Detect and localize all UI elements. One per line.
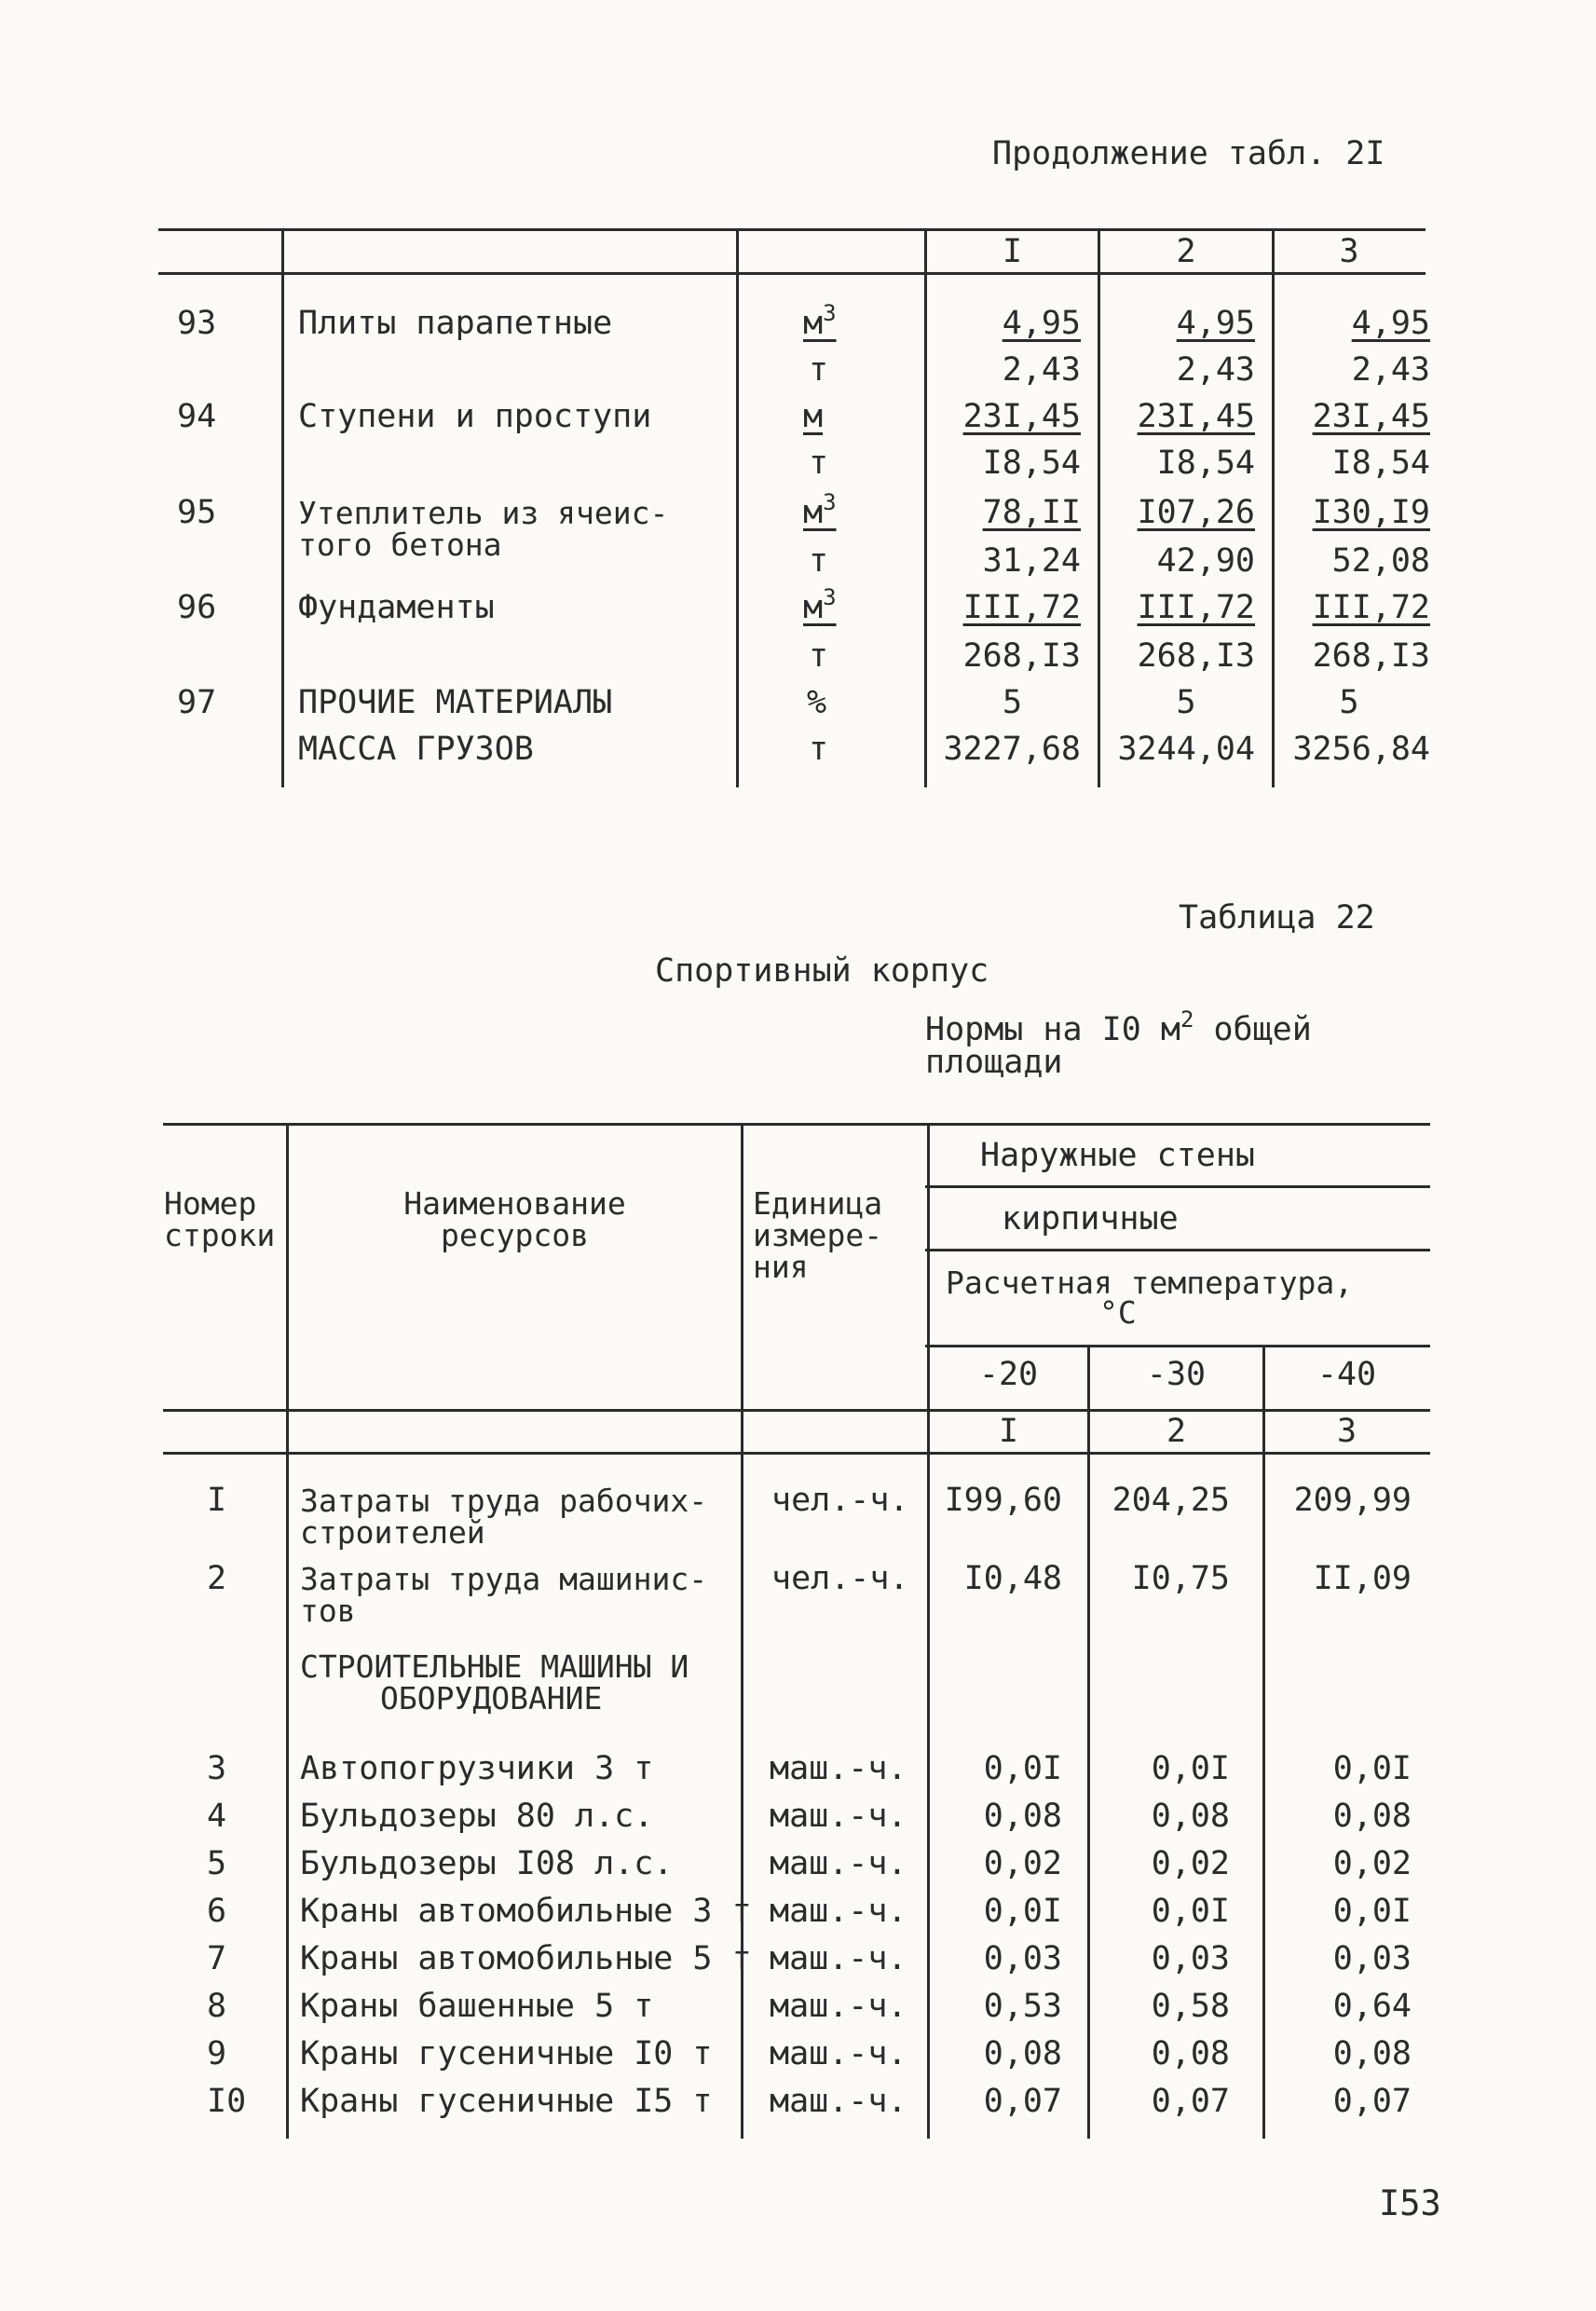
mass-col1: 268,I3 <box>962 637 1081 675</box>
unit-mass: т <box>809 351 829 389</box>
resource-name: Краны автомобильные 5 т <box>300 1940 752 1977</box>
mass-col3: 268,I3 <box>1312 637 1430 675</box>
row-number: 95 <box>177 494 217 531</box>
table22-norms-line1: Нормы на I0 $м^2$ общей <box>925 1006 1312 1048</box>
value-col1: 0,08 <box>983 1798 1062 1835</box>
value-col3: 0,02 <box>1332 1845 1412 1882</box>
value-col3: I30,I9 <box>1312 494 1430 531</box>
table22-rule-outer-walls <box>925 1185 1430 1188</box>
header-colnum-2: 2 <box>1166 1413 1187 1450</box>
value-col2: 3244,04 <box>1117 731 1255 768</box>
row-number: 2 <box>207 1560 227 1597</box>
value-col3: II,09 <box>1313 1560 1412 1597</box>
table22-caption: Таблица 22 <box>1179 899 1375 937</box>
row-number: 93 <box>177 305 217 342</box>
unit: маш.-ч. <box>770 1940 907 1977</box>
value-col3: 0,07 <box>1332 2083 1412 2120</box>
header-unit-line1: Единица <box>753 1185 883 1222</box>
value-col3: 0,08 <box>1332 2035 1412 2072</box>
table21-caption: Продолжение табл. 2I <box>992 135 1385 172</box>
resource-name-line1: Затраты труда машинис- <box>300 1561 708 1597</box>
value-col2: I07,26 <box>1137 494 1255 531</box>
row-number: I <box>207 1482 227 1519</box>
row-number: 97 <box>177 684 217 721</box>
unit: маш.-ч. <box>770 1750 907 1787</box>
resource-name-line2: строителей <box>300 1514 485 1551</box>
unit: т <box>809 731 829 768</box>
row-number: 4 <box>207 1798 227 1835</box>
value-col2: 5 <box>1176 684 1196 721</box>
header-temperature-unit: °C <box>1099 1294 1137 1331</box>
mass-col2: 2,43 <box>1176 351 1255 389</box>
mass-col3: 52,08 <box>1331 542 1430 580</box>
unit: $м^3$ <box>803 300 837 342</box>
value-col2: 0,58 <box>1151 1988 1230 2025</box>
resource-name: ПРОЧИЕ МАТЕРИАЛЫ <box>298 684 613 721</box>
mass-col3: 2,43 <box>1351 351 1430 389</box>
table22-col-rule-name <box>286 1123 289 2139</box>
header-colnum-1: I <box>998 1413 1019 1450</box>
value-col1: 0,02 <box>983 1845 1062 1882</box>
value-col2: 0,0I <box>1151 1750 1230 1787</box>
resource-name: Краны гусеничные I0 т <box>300 2035 713 2072</box>
unit: $м^3$ <box>803 584 837 626</box>
unit: $м^3$ <box>803 489 837 531</box>
value-col2: 0,07 <box>1151 2083 1230 2120</box>
resource-name: МАССА ГРУЗОВ <box>298 731 534 768</box>
value-col2: III,72 <box>1137 589 1255 626</box>
header-temp-col3: -40 <box>1316 1356 1377 1393</box>
unit: маш.-ч. <box>770 1988 907 2025</box>
resource-name: Краны автомобильные 3 т <box>300 1893 752 1930</box>
value-col3: 4,95 <box>1351 305 1430 342</box>
value-col3: 0,03 <box>1332 1940 1412 1977</box>
resource-name-line1: Затраты труда рабочих- <box>300 1483 708 1519</box>
value-col2: 4,95 <box>1176 305 1255 342</box>
value-col1: 0,53 <box>983 1988 1062 2025</box>
mass-col3: I8,54 <box>1331 444 1430 482</box>
resource-name: Краны башенные 5 т <box>300 1988 654 2025</box>
mass-col2: 268,I3 <box>1137 637 1255 675</box>
header-resource-name-line2: ресурсов <box>441 1217 589 1253</box>
value-col2: I0,75 <box>1131 1560 1230 1597</box>
header-unit-line2: измере- <box>753 1217 883 1253</box>
unit-mass: т <box>809 542 829 580</box>
value-col1: 23I,45 <box>962 398 1081 435</box>
table22-top-rule <box>163 1123 1430 1126</box>
value-col1: 5 <box>1002 684 1023 721</box>
value-col2: 23I,45 <box>1137 398 1255 435</box>
header-temp-col2: -30 <box>1146 1356 1207 1393</box>
mass-col1: 31,24 <box>982 542 1081 580</box>
row-number: 9 <box>207 2035 227 2072</box>
header-row-number-line1: Номер <box>164 1185 257 1222</box>
table21-top-rule <box>158 228 1425 231</box>
row-number: 96 <box>177 589 217 626</box>
value-col3: 0,0I <box>1332 1750 1412 1787</box>
table22-rule-temp <box>925 1345 1430 1347</box>
table22-colnum-rule <box>163 1452 1430 1455</box>
section-heading-line2: ОБОРУДОВАНИЕ <box>380 1680 603 1716</box>
resource-name: Бульдозеры 80 л.с. <box>300 1798 654 1835</box>
unit: маш.-ч. <box>770 1893 907 1930</box>
table21-col-header-1: I <box>1002 233 1023 270</box>
header-colnum-3: 3 <box>1336 1413 1357 1450</box>
table21-col-rule-unit <box>736 228 739 787</box>
resource-name-line2: тов <box>300 1593 356 1629</box>
resource-name: Утеплитель из ячеис- <box>298 495 669 531</box>
resource-name-cont: того бетона <box>298 526 502 563</box>
header-outer-walls: Наружные стены <box>980 1137 1256 1174</box>
value-col3: 5 <box>1339 684 1359 721</box>
row-number: 5 <box>207 1845 227 1882</box>
value-col2: 0,02 <box>1151 1845 1230 1882</box>
value-col3: 0,64 <box>1332 1988 1412 2025</box>
value-col1: 4,95 <box>1002 305 1081 342</box>
header-brick: кирпичные <box>1002 1200 1179 1238</box>
value-col3: 3256,84 <box>1292 731 1430 768</box>
unit: маш.-ч. <box>770 1798 907 1835</box>
mass-col2: I8,54 <box>1156 444 1255 482</box>
header-resource-name-line1: Наименование <box>403 1185 626 1222</box>
resource-name: Плиты парапетные <box>298 305 613 342</box>
value-col1: 0,08 <box>983 2035 1062 2072</box>
value-col1: III,72 <box>962 589 1081 626</box>
value-col1: 0,03 <box>983 1940 1062 1977</box>
page-number: I53 <box>1379 2183 1441 2223</box>
mass-col1: 2,43 <box>1002 351 1081 389</box>
table21-col-header-3: 3 <box>1339 233 1359 270</box>
row-number: 6 <box>207 1893 227 1930</box>
resource-name: Фундаменты <box>298 589 495 626</box>
value-col1: 0,0I <box>983 1750 1062 1787</box>
value-col3: 23I,45 <box>1312 398 1430 435</box>
header-temperature: Расчетная температура, <box>946 1265 1354 1301</box>
value-col1: I99,60 <box>944 1482 1062 1519</box>
unit: маш.-ч. <box>770 2083 907 2120</box>
unit: маш.-ч. <box>770 1845 907 1882</box>
value-col3: 0,08 <box>1332 1798 1412 1835</box>
mass-col1: I8,54 <box>982 444 1081 482</box>
row-number: I0 <box>207 2083 247 2120</box>
value-col1: I0,48 <box>963 1560 1062 1597</box>
unit: чел.-ч. <box>771 1482 909 1519</box>
header-unit-line3: ния <box>753 1249 809 1285</box>
unit: маш.-ч. <box>770 2035 907 2072</box>
mass-col2: 42,90 <box>1156 542 1255 580</box>
value-col3: III,72 <box>1312 589 1430 626</box>
value-col2: 204,25 <box>1112 1482 1230 1519</box>
unit: % <box>807 684 827 721</box>
table21-col-header-2: 2 <box>1176 233 1196 270</box>
value-col2: 0,0I <box>1151 1893 1230 1930</box>
resource-name: Бульдозеры I08 л.с. <box>300 1845 674 1882</box>
value-col1: 0,0I <box>983 1893 1062 1930</box>
table22-rule-brick <box>925 1249 1430 1251</box>
table21-header-rule <box>158 272 1425 275</box>
row-number: 7 <box>207 1940 227 1977</box>
resource-name: Краны гусеничные I5 т <box>300 2083 713 2120</box>
unit-mass: т <box>809 444 829 482</box>
value-col2: 0,03 <box>1151 1940 1230 1977</box>
row-number: 94 <box>177 398 217 435</box>
resource-name: Ступени и проступи <box>298 398 652 435</box>
value-col1: 3227,68 <box>943 731 1081 768</box>
row-number: 8 <box>207 1988 227 2025</box>
table22-col-rule-v1 <box>927 1123 930 2139</box>
value-col3: 0,0I <box>1332 1893 1412 1930</box>
table22-norms-line2: площади <box>925 1044 1063 1081</box>
header-row-number-line2: строки <box>164 1217 276 1253</box>
value-col1: 0,07 <box>983 2083 1062 2120</box>
row-number: 3 <box>207 1750 227 1787</box>
resource-name: Автопогрузчики 3 т <box>300 1750 654 1787</box>
unit: чел.-ч. <box>771 1560 909 1597</box>
unit: м <box>803 398 824 435</box>
value-col1: 78,II <box>982 494 1081 531</box>
header-temp-col1: -20 <box>978 1356 1039 1393</box>
table22-header-rule <box>163 1409 1430 1412</box>
unit-mass: т <box>809 637 829 675</box>
value-col3: 209,99 <box>1293 1482 1412 1519</box>
value-col2: 0,08 <box>1151 1798 1230 1835</box>
table22-col-rule-unit <box>741 1123 743 2139</box>
value-col2: 0,08 <box>1151 2035 1230 2072</box>
table21-col-rule-name <box>281 228 284 787</box>
table22-title: Спортивный корпус <box>655 952 989 990</box>
section-heading-line1: СТРОИТЕЛЬНЫЕ МАШИНЫ И <box>300 1648 689 1685</box>
